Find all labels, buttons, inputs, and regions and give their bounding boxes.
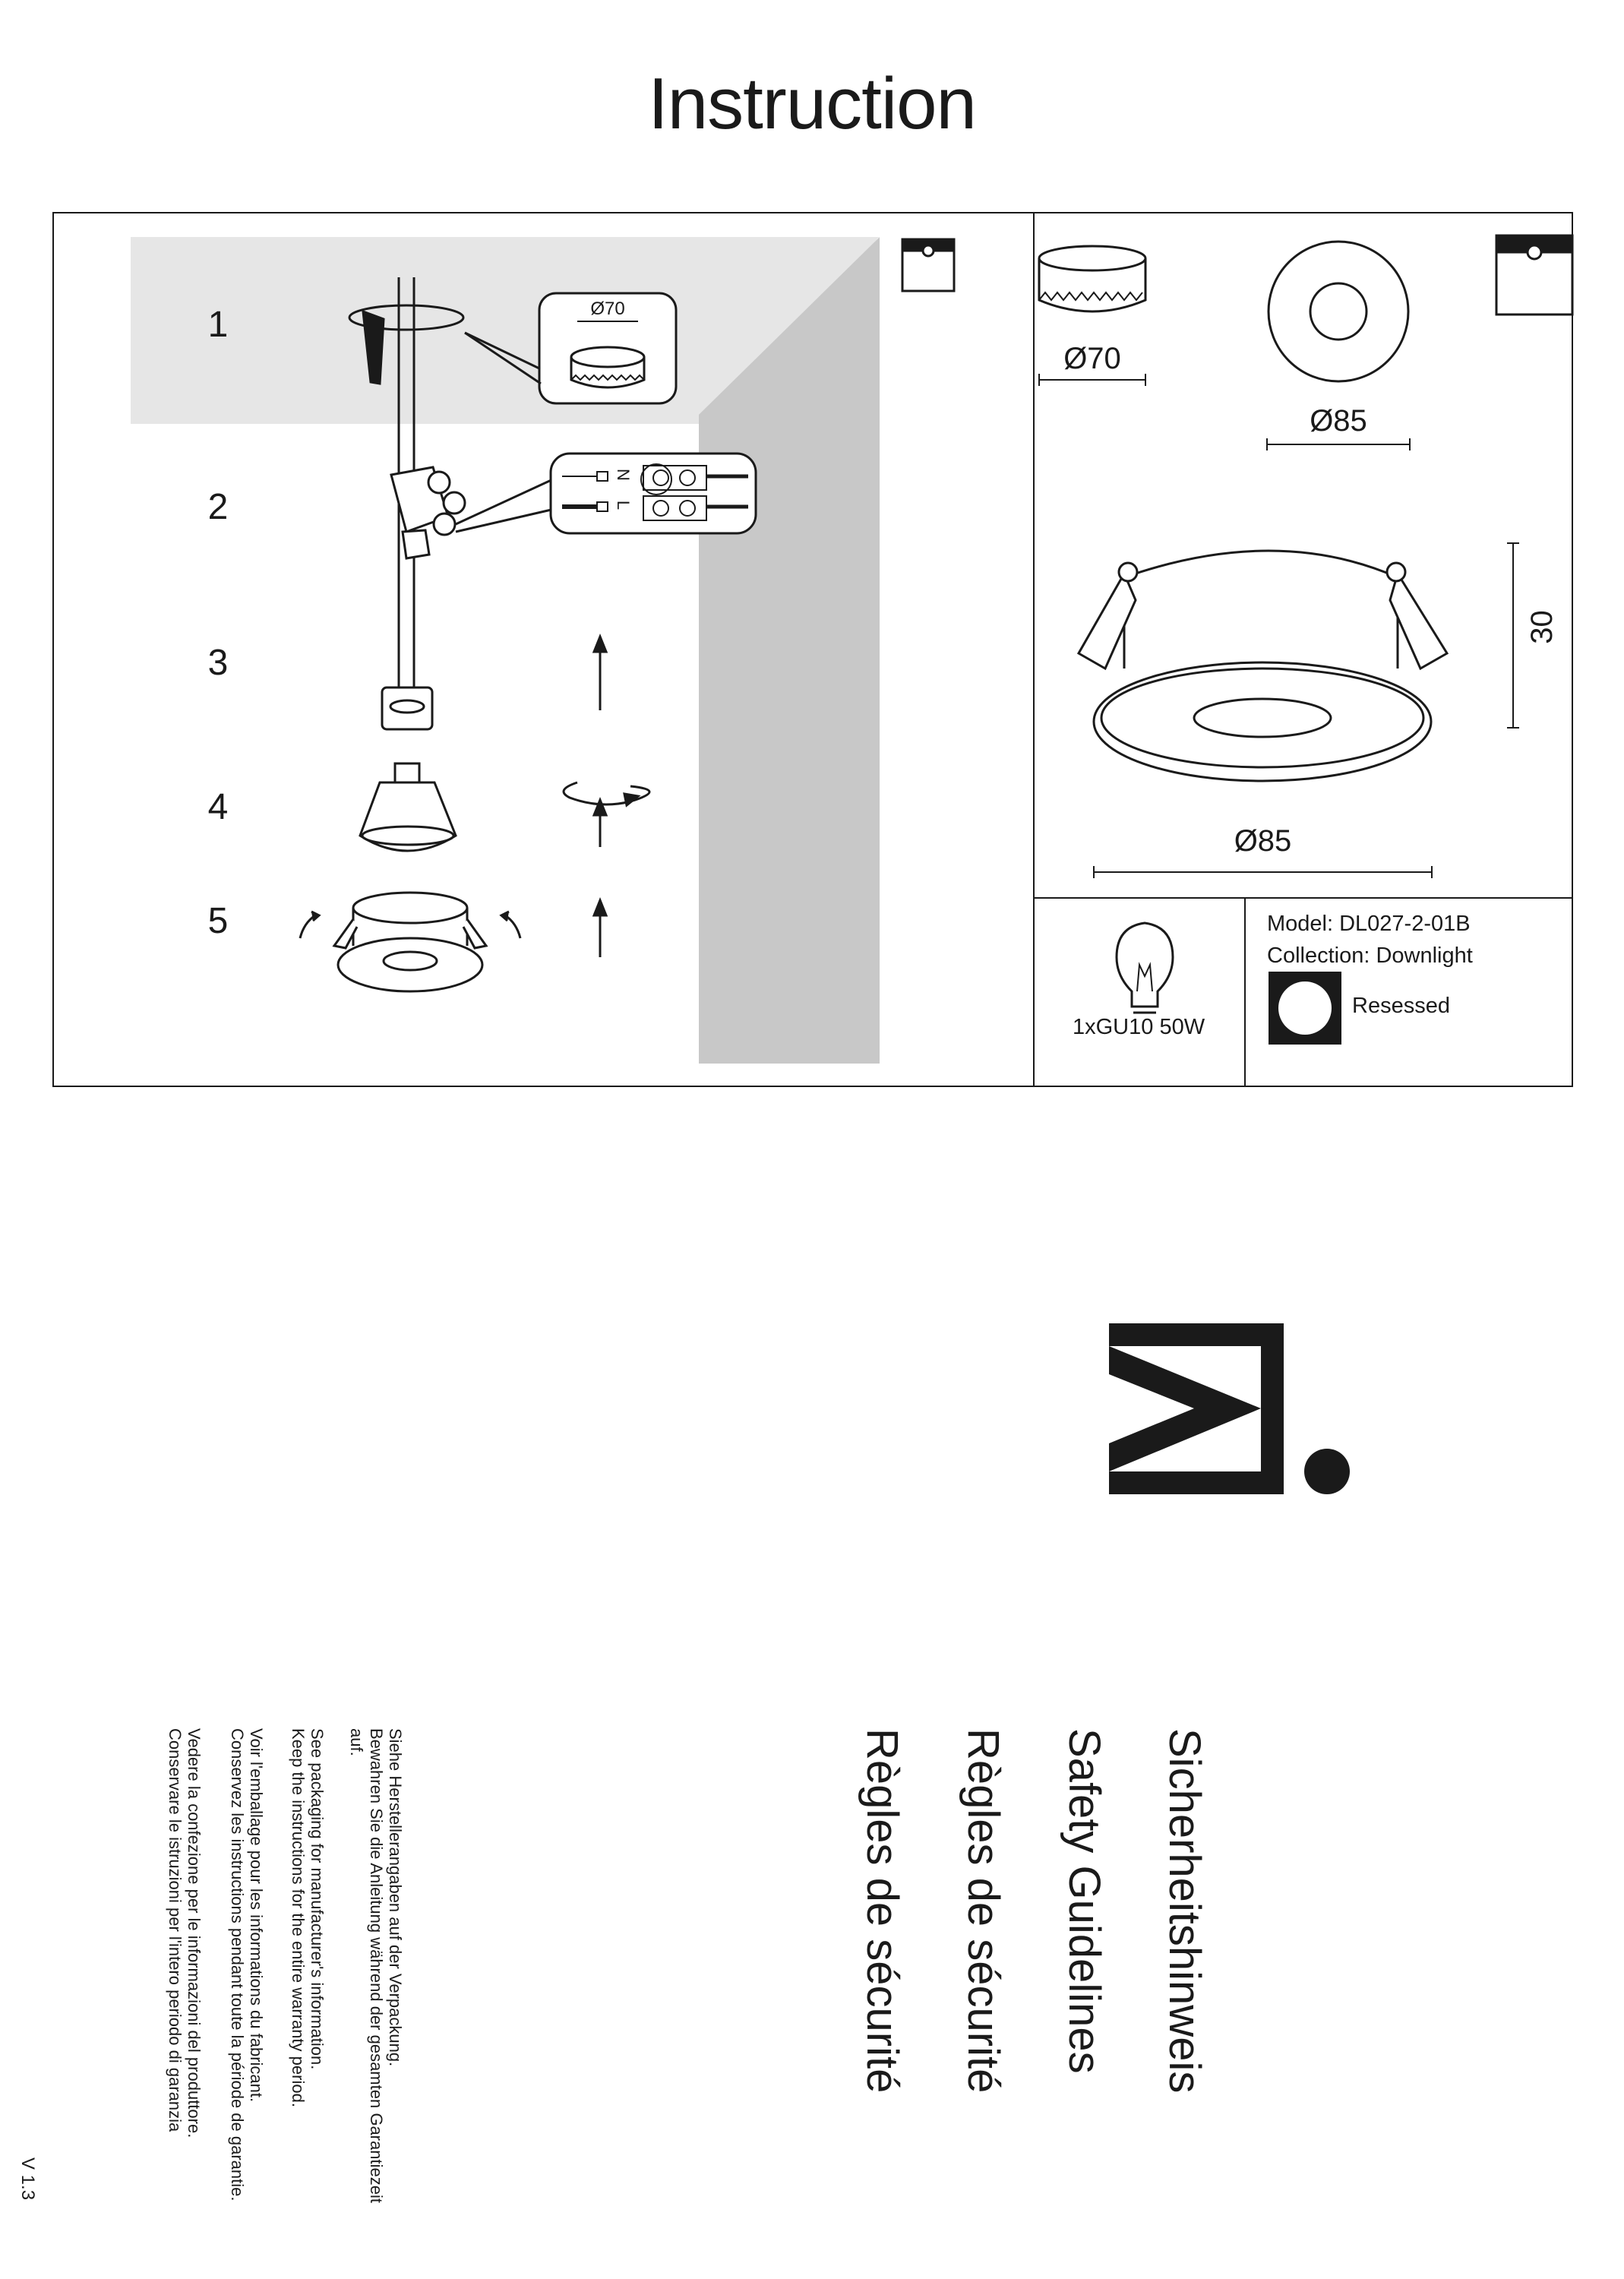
collection-name: Collection: Downlight — [1267, 944, 1473, 968]
front-diameter-label: Ø85 — [1310, 404, 1367, 438]
wire-label-n: N — [614, 469, 633, 481]
safety-line: Bewahren Sie die Anleitung während der gesamten Garantiezeit — [366, 1728, 386, 2203]
brand-logo — [1109, 1323, 1352, 1506]
safety-line: auf. — [347, 1728, 367, 1756]
cutout-diameter-label: Ø70 — [1063, 342, 1121, 375]
bulb-icon — [1117, 923, 1173, 1007]
cutout-ring — [1039, 246, 1145, 270]
step-number-2: 2 — [207, 487, 229, 527]
safety-title-it: Règles de sécurité — [858, 1728, 907, 2094]
safety-text-de — [347, 1728, 405, 2203]
safety-line: See packaging for manufacturer's information. — [308, 1728, 327, 2070]
safety-text-fr — [227, 1728, 266, 2202]
safety-line: Conservare le istruzioni per l'intero periodo di garanzia — [165, 1728, 185, 2132]
height-label: 30 — [1524, 610, 1559, 644]
step-number-5: 5 — [207, 901, 229, 941]
step-number-1: 1 — [207, 305, 229, 345]
safety-title-en: Safety Guidelines — [1060, 1728, 1109, 2074]
step-number-4: 4 — [207, 787, 229, 827]
hole-diameter-label: Ø70 — [590, 299, 625, 319]
safety-line: Siehe Herstellerangaben auf der Verpackung. — [386, 1728, 405, 2067]
version-label: V 1.3 — [17, 2157, 38, 2201]
side-view-trim — [1094, 662, 1431, 781]
safety-line: Voir l'emballage pour les informations du fabricant. — [247, 1728, 266, 2103]
safety-title-de: Sicherheitshinweis — [1160, 1728, 1209, 2094]
safety-line: Conservez les instructions pendant toute la période de garantie. — [227, 1728, 247, 2202]
lamp-spec: 1xGU10 50W — [1073, 1015, 1205, 1039]
step-number-3: 3 — [207, 643, 229, 683]
front-view — [1269, 242, 1408, 381]
safety-text-it — [165, 1728, 204, 2138]
safety-text-en — [288, 1728, 327, 2107]
model-number: Model: DL027-2-01B — [1267, 912, 1471, 936]
side-view-body — [1124, 551, 1398, 577]
bottom-diameter-label: Ø85 — [1234, 824, 1292, 858]
safety-line: Vedere la confezione per le informazioni del produttore. — [185, 1728, 204, 2138]
safety-line: Keep the instructions for the entire warranty period. — [288, 1728, 308, 2107]
wire-label-l: L — [614, 500, 633, 510]
mount-type: Resessed — [1352, 994, 1450, 1018]
safety-title-fr: Règles de sécurité — [959, 1728, 1008, 2094]
page-title: Instruction — [648, 63, 976, 144]
